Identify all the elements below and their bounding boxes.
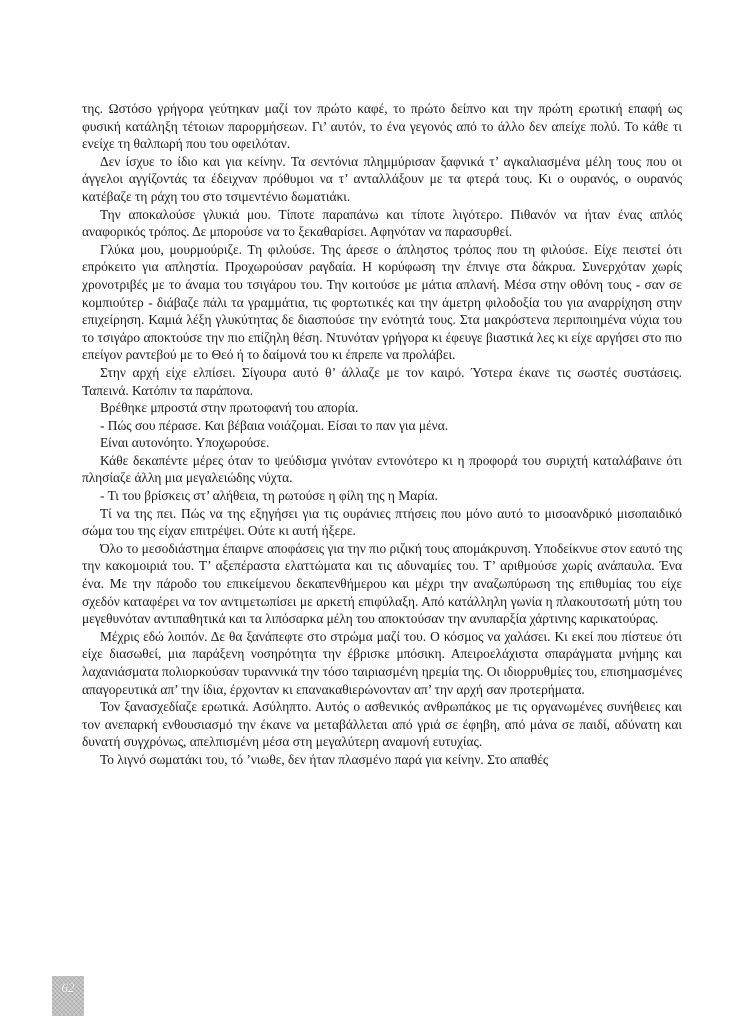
paragraph: Το λιγνό σωματάκι του, τό ’νιωθε, δεν ήταν πλασμένο παρά για κείνην. Στο απαθές <box>100 751 549 767</box>
paragraph: Τί να της πει. Πώς να της εξηγήσει για τις ουράνιες πτήσεις που μόνο αυτό το μισοανδρικό μισοπαιδικό σώμα του της είχαν επιτρέψει. Ούτε κι αυτή ήξερε. <box>82 505 682 539</box>
paragraph: Είναι αυτονόητο. Υποχωρούσε. <box>100 435 270 451</box>
paragraph: Βρέθηκε μπροστά στην πρωτοφανή του απορία. <box>100 400 359 416</box>
paragraph: Τον ξανασχεδίαζε ερωτικά. Ασύληπτο. Αυτός ο ασθενικός ανθρωπάκος με τις οργανωμένες συνήθειες και τον ανεπαρκή ενθουσιασμό την έκανε να μεταβάλλεται από γριά σε έφηβη, από μάνα σε παιδί, αδύνατη και δυνατή συγχρόνως, απελπισμένη μέσα στη μεγαλύτερη αναμονή ευτυχίας. <box>82 699 682 750</box>
paragraph: Στην αρχή είχε ελπίσει. Σίγουρα αυτό θ’ άλλαζε με τον καιρό. Ύστερα έκανε τις σωστές συστάσεις. Ταπεινά. Κατόπιν τα παράπονα. <box>82 364 682 398</box>
paragraph: - Τι του βρίσκεις στ’ αλήθεια, τη ρωτούσε η φίλη της η Μαρία. <box>100 488 438 504</box>
paragraph: της. Ωστόσο γρήγορα γεύτηκαν μαζί τον πρώτο καφέ, το πρώτο δείπνο και την πρώτη ερωτική επαφή ως φυσική κατάληξη τέτοιων παρορμήσεων. Γι’ αυτόν, το ένα γεγονός από το άλλο δεν απείχε πολύ. Το κάθε τι ενείχε τη θαλπωρή που του οφειλόταν. <box>82 101 682 152</box>
paragraph: - Πώς σου πέρασε. Και βέβαια νοιάζομαι. Είσαι το παν για μένα. <box>100 417 449 433</box>
body-text <box>82 100 682 769</box>
paragraph: Την αποκαλούσε γλυκιά μου. Τίποτε παραπάνω και τίποτε λιγότερο. Πιθανόν να ήταν ένας απλός αναφορικός τρόπος. Δε μπορούσε να το ξεκαθαρίσει. Αφηνόταν να παρασυρθεί. <box>82 206 682 240</box>
paragraph: Όλο το μεσοδιάστημα έπαιρνε αποφάσεις για την πιο ριζική τους απομάκρυνση. Υποδείκνυε στον εαυτό της την κακομοιριά του. Τ’ αξεπέραστα ελαττώματα και τις αδυναμίες του. Τ’ αριθμούσε χωρίς ανάπαυλα. Ένα ένα. Με την πάροδο του επικείμενου δεκαπενθήμερου και μέχρι την αναζωπύρωση της επιθυμίας του είχε σχεδόν καταφέρει να τον αντιμετωπίσει με αρκετή επιφύλαξη. Από κατάλληλη γωνία η πλακουτσωτή μύτη του μεγεθυνόταν αντιπαθητικά και τα λιπόσαρκα μέλη του αποκτούσαν την ανυπαρξία χάρτινης καρικατούρας. <box>82 540 682 627</box>
paragraph: Γλύκα μου, μουρμούριζε. Τη φιλούσε. Της άρεσε ο άπληστος τρόπος που τη φιλούσε. Είχε πειστεί ότι επρόκειτο για απληστία. Προχωρούσαν ραγδαία. Η κορύφωση την έπνιγε στα δάκρυα. Συνερχόταν χωρίς χρονοτριβές με το άναμα του τσιγάρου του. Την κοιτούσε με μάτια απλανή. Μέσα στην οθόνη τους - σαν σε κομπιούτερ - διάβαζε πάλι τα γραμμάτια, τις φορτωτικές και την άμετρη φιλοδοξία του για αναρρίχηση στην επιχείρηση. Καμιά λέξη γλυκύτητας δε διασπούσε την ενότητά τους. Στα μακρόστενα περιποιημένα νύχια του το τσιγάρο αποκτούσε την πιο επίζηλη θέση. Ντυνόταν γρήγορα κι έφευγε βιαστικά λες κι είχε αργήσει στο πιο επείγον ραντεβού με το Θεό ή το δαίμονά του κι έπρεπε να προλάβει. <box>82 241 682 363</box>
paragraph: Μέχρις εδώ λοιπόν. Δε θα ξανάπεφτε στο στρώμα μαζί του. Ο κόσμος να χαλάσει. Κι εκεί που πίστευε ότι είχε διασωθεί, μια παράξενη νοσηρότητα την έβρισκε μπόσικη. Απειροελάχιστα σπαράγματα μνήμης και λαχανιάσματα πολιορκούσαν τυραννικά την τόσο ταιριασμένη ηρεμία της. Οι ιδιορρυθμίες του, επισημασμένες απαγορευτικά απ’ την ίδια, έρχονταν κι επανακαθιερώνονταν απ’ την αρχή σαν προτερήματα. <box>82 628 682 697</box>
page-number-box <box>52 976 84 1016</box>
paragraph: Κάθε δεκαπέντε μέρες όταν το ψεύδισμα γινόταν εντονότερο κι η προφορά του συριχτή καταλάβαινε ότι πλησίαζε άλλη μια μεγαλειώδης νύχτα. <box>82 452 682 486</box>
page-number: 62 <box>61 980 75 995</box>
paragraph: Δεν ίσχυε το ίδιο και για κείνην. Τα σεντόνια πλημμύρισαν ξαφνικά τ’ αγκαλιασμένα μέλη τους που οι άγγελοι αγγίζοντάς τα έδειχναν πρόθυμοι να τ’ ανταλλάξουν με τα φτερά τους. Κι ο ουρανός, ο ουρανός κατέβαζε τη ράχη του στο τσιμεντένιο δωματιάκι. <box>82 153 682 204</box>
